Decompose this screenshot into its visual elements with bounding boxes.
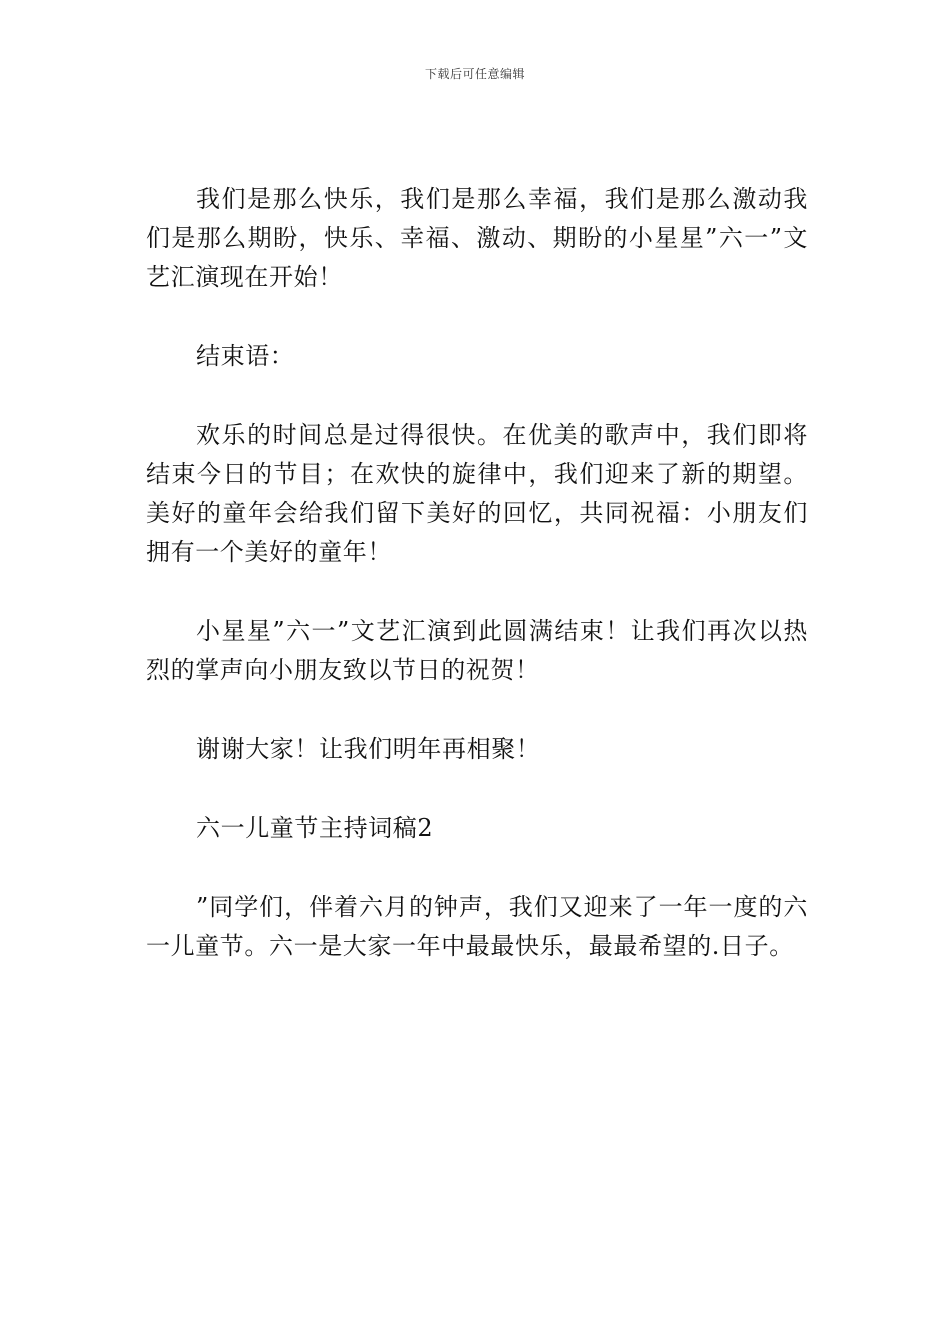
- paragraph-section2-opening: ”同学们，伴着六月的钟声，我们又迎来了一年一度的六一儿童节。六一是大家一年中最最快乐，最最希望的.日子。: [146, 893, 808, 960]
- paragraph-closing-1: 欢乐的时间总是过得很快。在优美的歌声中，我们即将结束今日的节目；在欢快的旋律中，我们迎来了新的期望。美好的童年会给我们留下美好的回忆，共同祝福：小朋友们拥有一个美好的童年！: [146, 421, 808, 566]
- paragraph-closing-heading: 结束语：: [196, 342, 295, 370]
- paragraph-thanks: 谢谢大家！让我们明年再相聚！: [196, 735, 541, 763]
- paragraph-closing-2: 小星星”六一”文艺汇演到此圆满结束！让我们再次以热烈的掌声向小朋友致以节日的祝贺！: [146, 617, 808, 684]
- page-header: 下载后可任意编辑: [424, 67, 525, 81]
- document-body: [146, 180, 808, 966]
- section-title: 六一儿童节主持词稿2: [196, 814, 434, 842]
- paragraph-opening: 我们是那么快乐，我们是那么幸福，我们是那么激动我们是那么期盼，快乐、幸福、激动、期盼的小星星”六一”文艺汇演现在开始！: [146, 185, 808, 291]
